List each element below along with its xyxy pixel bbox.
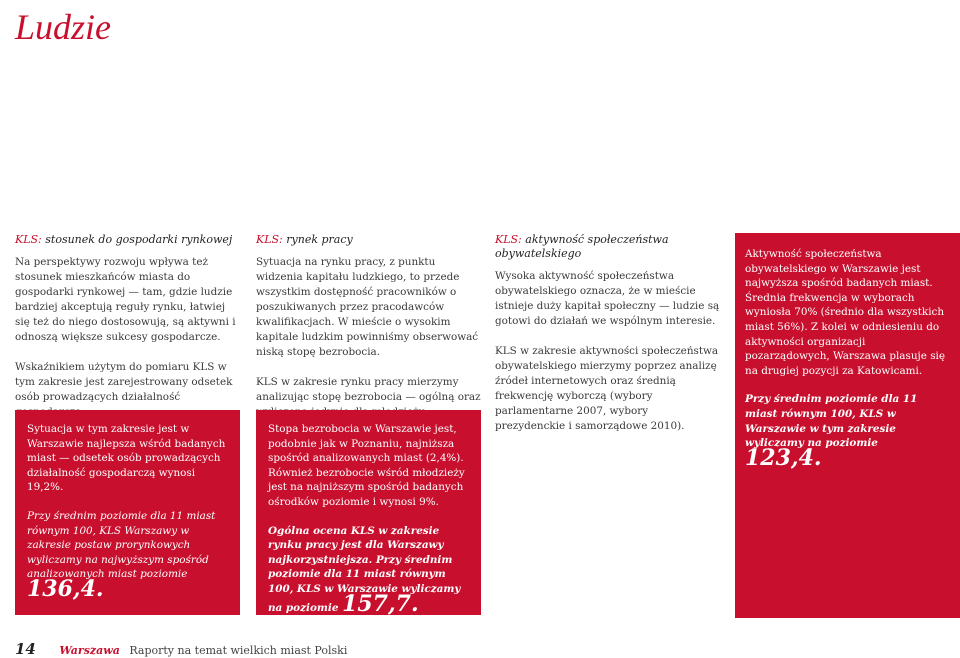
box-paragraph-italic: Przy średnim poziomie dla 11 miast równym 100, KLS w Warszawie w tym zakresie wyliczamy na poziomie 123,4. [745, 393, 918, 471]
kls-value: 157,7. [342, 590, 419, 617]
box-paragraph-italic: Przy średnim poziomie dla 11 miast równym 100, KLS Warszawy w zakresie postaw prorynkowych wyliczamy na najwyższym spośród analizowanych miast poziomie 136,4. [27, 509, 216, 602]
kls-label: KLS: [495, 233, 522, 246]
box-paragraph: Sytuacja w tym zakresie jest w Warszawie najlepsza wśród badanych miast — odsetek osób prowadzących działalność gospodarczą wynosi 19,2%. [27, 423, 226, 494]
page-number: 14 [15, 640, 36, 658]
kls-value: 136,4. [27, 575, 104, 602]
heading-text: aktywność społeczeństwa obywatelskiego [495, 233, 669, 260]
kls-label: KLS: [15, 233, 42, 246]
heading-text: rynek pracy [282, 233, 353, 246]
section-heading [15, 233, 240, 247]
paragraph: Sytuacja na rynku pracy, z punktu widzenia kapitału ludzkiego, to przede wszystkim dostępność pracowników o poszukiwanych przez pracodawców kwalifikacjach. W mieście o wysokim kapitale ludzkim powinniśmy obserwować niską stopę bezrobocia. [256, 256, 479, 358]
section-civic-activity [495, 233, 720, 449]
paragraph: Na perspektywy rozwoju wpływa też stosunek mieszkańców miasta do gospodarki rynkowej — tam, gdzie ludzie bardziej akceptują reguły rynku, łatwiej się też do niego dostosowują, są aktywni i odnoszą większe sukcesy gospodarcze. [15, 256, 236, 343]
kls-value: 123,4. [745, 444, 822, 471]
page-title: Ludzie [15, 7, 112, 47]
paragraph: KLS w zakresie rynku pracy mierzymy analizując stopę bezrobocia — ogólną oraz [256, 376, 481, 403]
section-heading [495, 233, 720, 261]
box-paragraph: Aktywność społeczeństwa obywatelskiego w Warszawie jest najwyższa spośród badanych miast. Średnia frekwencja w wyborach wyniosła 70% (średnio dla wszystkich miast 56%). Z kolei w odniesieniu do aktywności organizacji pozarządowych, Warszawa plasuje się na drugiej pozycji za Katowicami. [745, 248, 946, 377]
section-heading [256, 233, 481, 247]
section-market-attitude [15, 233, 240, 435]
kls-label: KLS: [256, 233, 283, 246]
page-footer [15, 640, 347, 658]
highlight-box-market [15, 410, 240, 615]
box-paragraph-italic: Ogólna ocena KLS w zakresie rynku pracy jest dla Warszawy najkorzystniejsza. Przy średnim poziomie dla 11 miast równym 100, KLS w Warszawie wyliczamy na poziomie 157,7. [268, 524, 461, 617]
paragraph: Wysoka aktywność społeczeństwa obywatelskiego oznacza, że w mieście istnieje duży kapitał społeczny — ludzie są gotowi do działań we wspólnym interesie. [495, 270, 720, 327]
footer-city: Warszawa [59, 644, 120, 657]
section-labour-market [256, 233, 481, 435]
paragraph: KLS w zakresie aktywności społeczeństwa obywatelskiego mierzymy poprzez analizę źródeł internetowych oraz średnią frekwencję wyborczą (wybory parlamentarne 2007, wybory prezydenckie i samorządowe 2010). [495, 345, 719, 432]
footer-publication: Raporty na temat wielkich miast Polski [129, 644, 348, 657]
box-paragraph: Stopa bezrobocia w Warszawie jest, podobnie jak w Poznaniu, najniższa spośród analizowanych miast (2,4%). Również bezrobocie wśród młodzieży jest na najniższym spośród badanych ośrodków poziomie i wynosi 9%. [268, 423, 465, 508]
highlight-box-civic [735, 233, 960, 618]
highlight-box-labour [256, 410, 481, 615]
paragraph: Wskaźnikiem użytym do pomiaru KLS w tym zakresie jest zarejestrowany odsetek osób prowadzących działalność [15, 361, 233, 403]
heading-text: stosunek do gospodarki rynkowej [41, 233, 233, 246]
